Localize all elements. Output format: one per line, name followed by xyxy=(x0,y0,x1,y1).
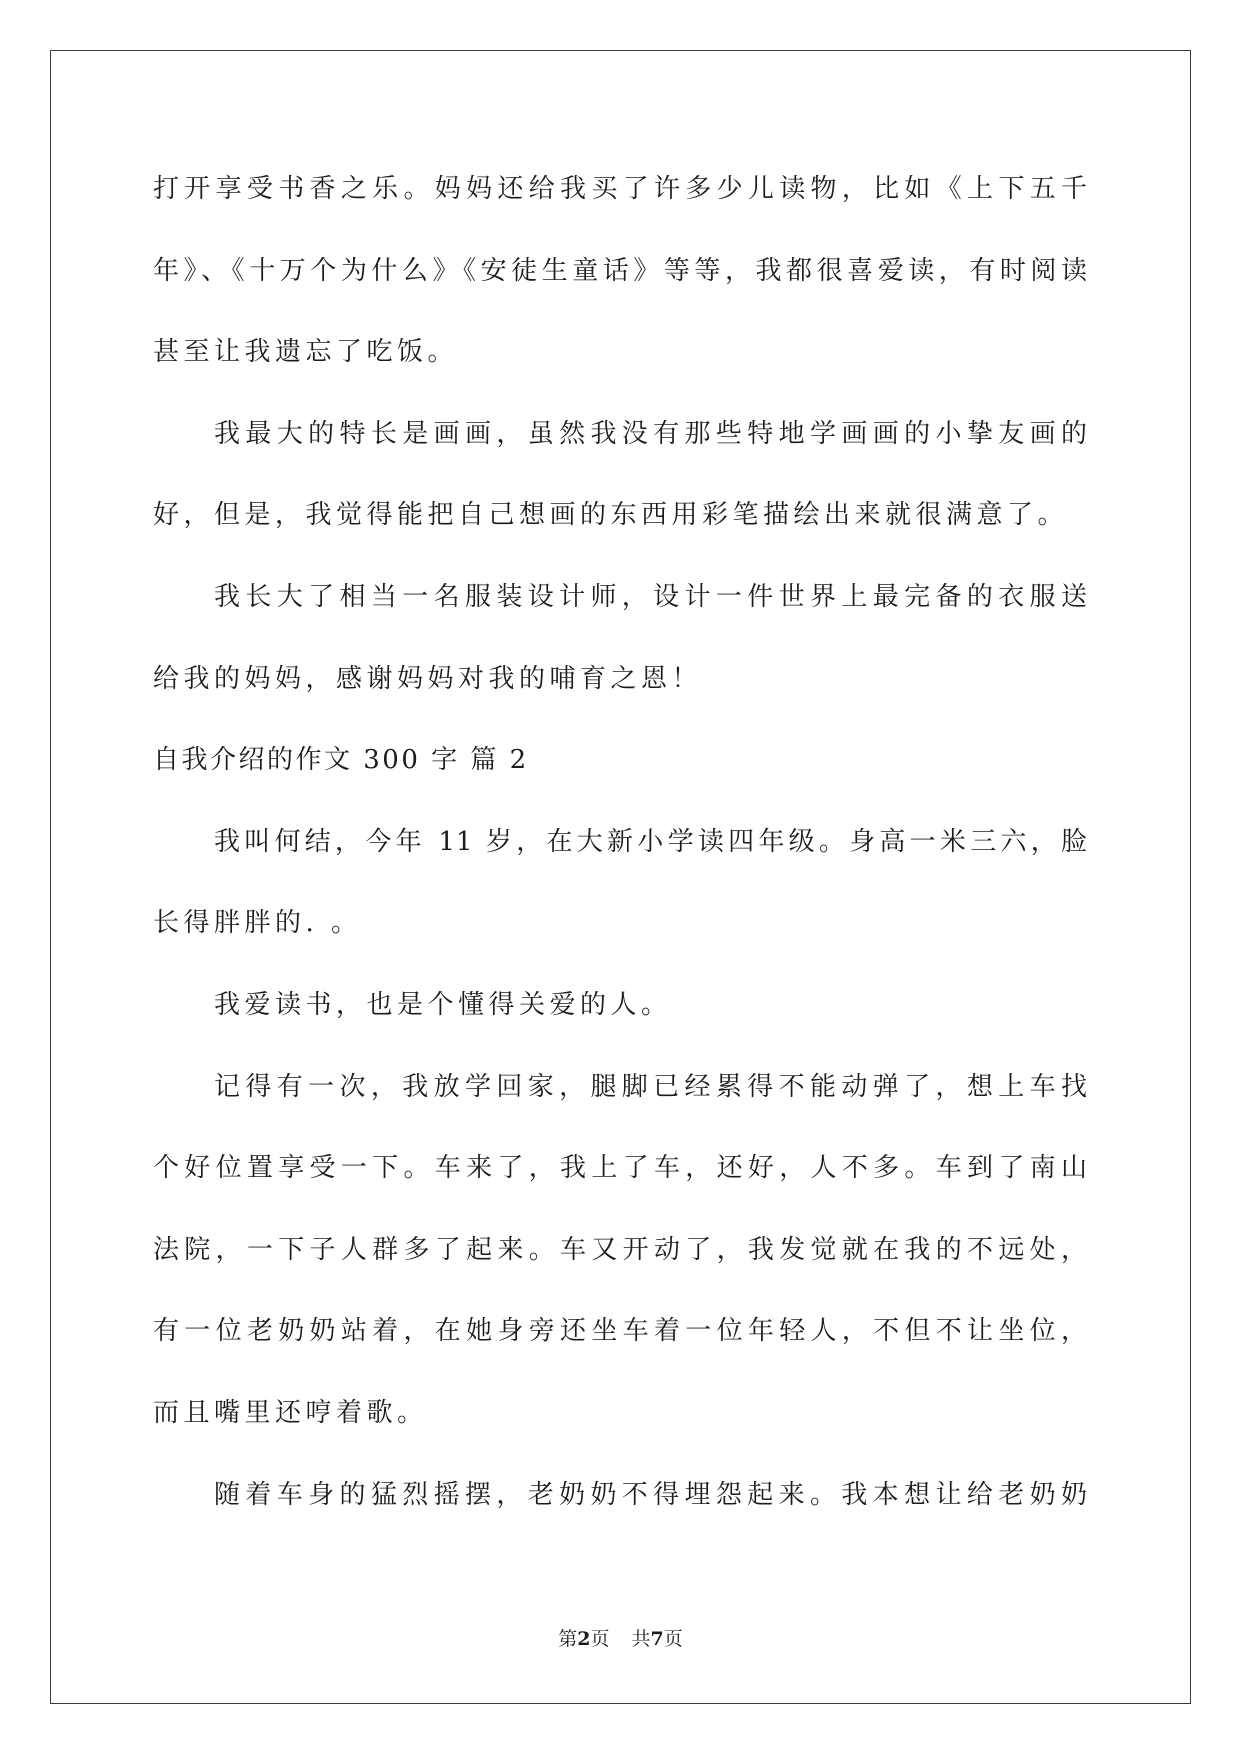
paragraph xyxy=(153,394,1088,557)
text-line: 长得胖胖的. 。 xyxy=(153,908,362,939)
paragraph xyxy=(153,1455,1088,1537)
text-line: 我长大了相当一名服装设计师，设计一件世界上最完备的衣服送 xyxy=(214,581,1088,612)
text-line: 而且嘴里还哼着歌。 xyxy=(153,1397,428,1428)
document-body xyxy=(153,149,1088,1536)
page-total xyxy=(632,1628,683,1650)
text-line: 年》、《十万个为什么》《安徒生童话》等等，我都很喜爱读，有时阅读 xyxy=(153,255,1088,286)
text-line: 记得有一次，我放学回家，腿脚已经累得不能动弹了，想上车找 xyxy=(214,1071,1088,1102)
total-prefix: 共 xyxy=(631,1628,651,1650)
page-footer xyxy=(0,1626,1241,1652)
total-pages-number: 7 xyxy=(650,1628,664,1650)
paragraph xyxy=(153,1047,1088,1455)
text-line: 打开享受书香之乐。妈妈还给我买了许多少儿读物，比如《上下五千 xyxy=(153,174,1088,204)
page-suffix: 页 xyxy=(590,1628,610,1650)
page-number xyxy=(558,1628,609,1650)
text-line: 我最大的特长是画画，虽然我没有那些特地学画画的小挚友画的 xyxy=(214,418,1088,449)
section-heading: 自我介绍的作文 300 字 篇 2 xyxy=(153,745,529,776)
text-line: 好，但是，我觉得能把自己想画的东西用彩笔描绘出来就很满意了。 xyxy=(153,500,1069,531)
total-suffix: 页 xyxy=(663,1628,683,1650)
current-page-number: 2 xyxy=(577,1628,591,1650)
paragraph xyxy=(153,557,1088,720)
text-line: 法院，一下子人群多了起来。车又开动了，我发觉就在我的不远处， xyxy=(153,1234,1088,1265)
text-line: 给我的妈妈，感谢妈妈对我的哺育之恩！ xyxy=(153,663,703,694)
page-prefix: 第 xyxy=(558,1628,578,1650)
paragraph xyxy=(153,965,1088,1047)
text-line: 随着车身的猛烈摇摆，老奶奶不得埋怨起来。我本想让给老奶奶 xyxy=(214,1479,1088,1510)
text-line: 个好位置享受一下。车来了，我上了车，还好，人不多。车到了南山 xyxy=(153,1153,1088,1184)
paragraph xyxy=(153,149,1088,394)
text-line: 甚至让我遗忘了吃饭。 xyxy=(153,337,459,368)
text-line: 我叫何结，今年 11 岁，在大新小学读四年级。身高一米三六，脸 xyxy=(214,826,1088,857)
paragraph xyxy=(153,802,1088,965)
text-line: 有一位老奶奶站着，在她身旁还坐车着一位年轻人，不但不让坐位， xyxy=(153,1316,1088,1347)
text-line: 我爱读书，也是个懂得关爱的人。 xyxy=(214,989,672,1020)
